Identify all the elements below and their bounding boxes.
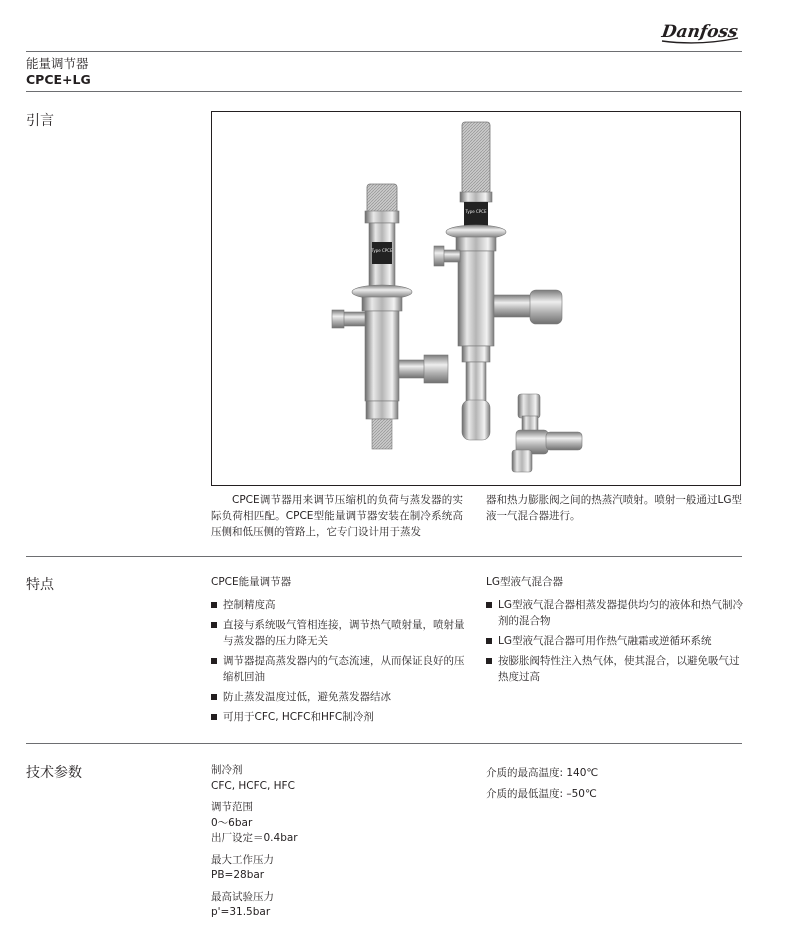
list-item: 防止蒸发温度过低，避免蒸发器结冰 xyxy=(211,689,467,705)
spec-max-temperature: 介质的最高温度: 140℃ xyxy=(486,767,599,779)
features-left-column xyxy=(211,575,467,729)
spec-label: 最高试验压力 xyxy=(211,890,274,903)
list-item: LG型液气混合器可用作热气融霜或逆循环系统 xyxy=(486,633,744,649)
small-valve-illustration xyxy=(332,184,448,449)
section-rule-specs xyxy=(26,743,742,744)
product-photo xyxy=(211,111,741,486)
lg-features-title: LG型液气混合器 xyxy=(486,576,563,588)
spec-value: PB=28bar xyxy=(211,869,265,881)
section-rule-features xyxy=(26,556,742,557)
logo-wordmark: Danfoss xyxy=(660,22,740,42)
intro-text-1: CPCE调节器用来调节压缩机的负荷与蒸发器的实际负荷相匹配。CPCE型能量调节器安装在制冷系统高压侧和低压侧的管路上，它专门设计用于蒸发 xyxy=(211,494,463,538)
intro-column-1 xyxy=(211,492,463,540)
list-item: 调节器提高蒸发器内的气态流速，从而保证良好的压缩机回油 xyxy=(211,653,467,685)
spec-max-working-pressure xyxy=(211,853,461,884)
section-heading-intro: 引言 xyxy=(26,113,54,129)
specs-right-column xyxy=(486,763,742,805)
list-item: 可用于CFC, HCFC和HFC制冷剂 xyxy=(211,709,467,725)
cpce-features-title: CPCE能量调节器 xyxy=(211,576,292,588)
danfoss-logo xyxy=(658,16,742,46)
list-item: LG型液气混合器相蒸发器提供均匀的液体和热气制冷剂的混合物 xyxy=(486,597,744,629)
header-top-rule xyxy=(26,51,742,52)
document-title: 能量调节器 xyxy=(26,56,89,71)
spec-value: 0～6bar xyxy=(211,816,253,829)
spec-label: 最大工作压力 xyxy=(211,853,274,866)
section-heading-specs: 技术参数 xyxy=(26,765,82,781)
product-model: CPCE+LG xyxy=(26,72,91,87)
list-item: 直接与系统吸气管相连接，调节热气喷射量，喷射量与蒸发器的压力降无关 xyxy=(211,617,467,649)
intro-text-2: 器和热力膨胀阀之间的热蒸汽喷射。喷射一般通过LG型液一气混合器进行。 xyxy=(486,494,742,522)
header-bottom-rule xyxy=(26,91,742,92)
section-heading-features: 特点 xyxy=(26,577,54,593)
spec-value: CFC, HCFC, HFC xyxy=(211,779,295,792)
spec-range xyxy=(211,800,461,847)
cpce-feature-list xyxy=(211,597,467,725)
lg-mixer-illustration xyxy=(512,394,582,472)
lg-feature-list xyxy=(486,597,744,685)
features-right-column xyxy=(486,575,744,689)
spec-label: 制冷剂 xyxy=(211,764,243,776)
small-valve-label: Type CPCE xyxy=(371,248,393,253)
intro-column-2 xyxy=(486,492,742,524)
spec-refrigerant xyxy=(211,763,461,794)
list-item: 控制精度高 xyxy=(211,597,467,613)
spec-value: 出厂设定＝0.4bar xyxy=(211,832,298,844)
spec-min-temperature: 介质的最低温度: –50℃ xyxy=(486,788,597,800)
spec-label: 调节范围 xyxy=(211,801,253,813)
spec-value: p'=31.5bar xyxy=(211,906,271,918)
large-valve-illustration xyxy=(434,122,562,440)
list-item: 按膨胀阀特性注入热气体，使其混合，以避免吸气过热度过高 xyxy=(486,653,744,685)
specs-left-column xyxy=(211,763,461,927)
spec-max-test-pressure xyxy=(211,890,461,921)
large-valve-label: Type CPCE xyxy=(465,209,487,214)
